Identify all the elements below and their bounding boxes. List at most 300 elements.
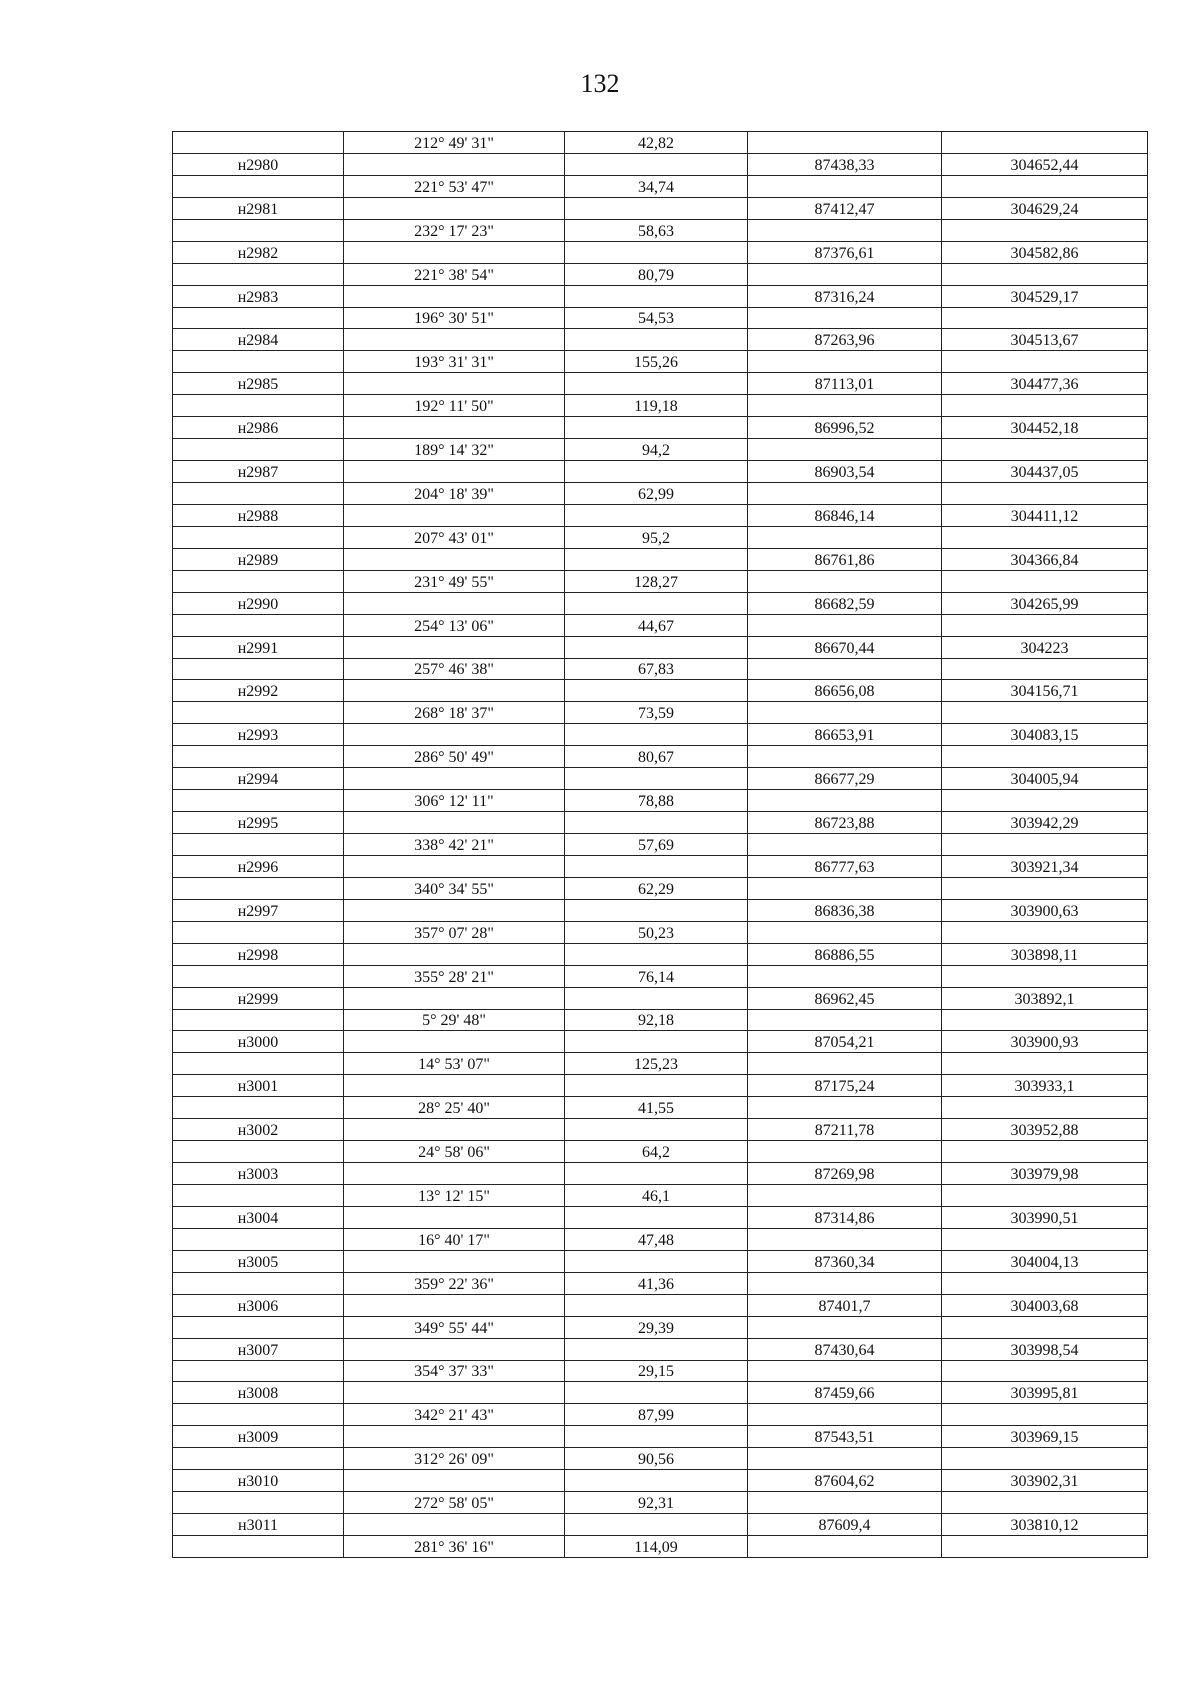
direction-angle-cell: 359° 22' 36" — [344, 1272, 565, 1294]
x-coordinate-cell — [748, 439, 942, 461]
table-row — [173, 1163, 1148, 1185]
x-coordinate-cell: 86996,52 — [748, 417, 942, 439]
direction-angle-cell: 193° 31' 31" — [344, 351, 565, 373]
distance-cell: 119,18 — [565, 395, 748, 417]
x-coordinate-cell — [748, 1448, 942, 1470]
point-name-cell — [173, 439, 344, 461]
table-row — [173, 1272, 1148, 1294]
point-name-cell — [173, 1097, 344, 1119]
direction-angle-cell — [344, 285, 565, 307]
y-coordinate-cell: 303952,88 — [942, 1119, 1148, 1141]
point-name-cell — [173, 746, 344, 768]
table-row — [173, 570, 1148, 592]
table-row — [173, 768, 1148, 790]
point-name-cell: н2993 — [173, 724, 344, 746]
y-coordinate-cell: 304437,05 — [942, 461, 1148, 483]
y-coordinate-cell — [942, 307, 1148, 329]
direction-angle-cell: 231° 49' 55" — [344, 570, 565, 592]
y-coordinate-cell — [942, 570, 1148, 592]
y-coordinate-cell: 303900,93 — [942, 1031, 1148, 1053]
distance-cell: 64,2 — [565, 1141, 748, 1163]
table-row — [173, 812, 1148, 834]
direction-angle-cell — [344, 1163, 565, 1185]
distance-cell — [565, 1119, 748, 1141]
y-coordinate-cell — [942, 1316, 1148, 1338]
x-coordinate-cell — [748, 702, 942, 724]
table-row — [173, 790, 1148, 812]
y-coordinate-cell — [942, 790, 1148, 812]
table-row — [173, 1382, 1148, 1404]
x-coordinate-cell: 86653,91 — [748, 724, 942, 746]
y-coordinate-cell: 303995,81 — [942, 1382, 1148, 1404]
table-row — [173, 636, 1148, 658]
x-coordinate-cell: 86677,29 — [748, 768, 942, 790]
table-row — [173, 1031, 1148, 1053]
y-coordinate-cell — [942, 702, 1148, 724]
x-coordinate-cell — [748, 790, 942, 812]
direction-angle-cell — [344, 1426, 565, 1448]
x-coordinate-cell — [748, 263, 942, 285]
x-coordinate-cell: 87401,7 — [748, 1294, 942, 1316]
point-name-cell: н3006 — [173, 1294, 344, 1316]
y-coordinate-cell — [942, 1492, 1148, 1514]
distance-cell: 80,67 — [565, 746, 748, 768]
distance-cell — [565, 1426, 748, 1448]
direction-angle-cell — [344, 987, 565, 1009]
y-coordinate-cell — [942, 1448, 1148, 1470]
direction-angle-cell — [344, 197, 565, 219]
direction-angle-cell: 14° 53' 07" — [344, 1053, 565, 1075]
x-coordinate-cell — [748, 219, 942, 241]
y-coordinate-cell: 303892,1 — [942, 987, 1148, 1009]
direction-angle-cell — [344, 241, 565, 263]
point-name-cell — [173, 877, 344, 899]
x-coordinate-cell: 87263,96 — [748, 329, 942, 351]
distance-cell — [565, 241, 748, 263]
direction-angle-cell — [344, 680, 565, 702]
y-coordinate-cell — [942, 1404, 1148, 1426]
distance-cell — [565, 1206, 748, 1228]
distance-cell — [565, 812, 748, 834]
distance-cell — [565, 197, 748, 219]
x-coordinate-cell — [748, 1536, 942, 1558]
x-coordinate-cell: 87175,24 — [748, 1075, 942, 1097]
x-coordinate-cell: 86761,86 — [748, 548, 942, 570]
y-coordinate-cell — [942, 1536, 1148, 1558]
direction-angle-cell: 207° 43' 01" — [344, 526, 565, 548]
x-coordinate-cell: 86846,14 — [748, 504, 942, 526]
y-coordinate-cell — [942, 614, 1148, 636]
point-name-cell: н3010 — [173, 1470, 344, 1492]
x-coordinate-cell — [748, 1097, 942, 1119]
y-coordinate-cell — [942, 921, 1148, 943]
table-row — [173, 219, 1148, 241]
table-row — [173, 263, 1148, 285]
direction-angle-cell: 192° 11' 50" — [344, 395, 565, 417]
y-coordinate-cell — [942, 175, 1148, 197]
distance-cell: 78,88 — [565, 790, 748, 812]
direction-angle-cell — [344, 1382, 565, 1404]
point-name-cell: н3007 — [173, 1338, 344, 1360]
y-coordinate-cell: 303810,12 — [942, 1514, 1148, 1536]
distance-cell — [565, 680, 748, 702]
x-coordinate-cell — [748, 395, 942, 417]
table-row — [173, 965, 1148, 987]
direction-angle-cell — [344, 1119, 565, 1141]
direction-angle-cell — [344, 153, 565, 175]
direction-angle-cell — [344, 724, 565, 746]
point-name-cell: н3009 — [173, 1426, 344, 1448]
table-row — [173, 307, 1148, 329]
table-row — [173, 724, 1148, 746]
x-coordinate-cell — [748, 1228, 942, 1250]
table-row — [173, 1053, 1148, 1075]
y-coordinate-cell — [942, 1097, 1148, 1119]
table-row — [173, 197, 1148, 219]
point-name-cell — [173, 790, 344, 812]
point-name-cell — [173, 1492, 344, 1514]
table-row — [173, 241, 1148, 263]
y-coordinate-cell — [942, 965, 1148, 987]
distance-cell: 62,29 — [565, 877, 748, 899]
y-coordinate-cell: 304513,67 — [942, 329, 1148, 351]
distance-cell — [565, 548, 748, 570]
table-row — [173, 1536, 1148, 1558]
point-name-cell — [173, 1404, 344, 1426]
distance-cell: 92,31 — [565, 1492, 748, 1514]
distance-cell: 67,83 — [565, 658, 748, 680]
distance-cell: 125,23 — [565, 1053, 748, 1075]
point-name-cell — [173, 570, 344, 592]
direction-angle-cell — [344, 548, 565, 570]
y-coordinate-cell — [942, 1360, 1148, 1382]
point-name-cell — [173, 1316, 344, 1338]
table-row — [173, 614, 1148, 636]
table-row — [173, 351, 1148, 373]
x-coordinate-cell: 87604,62 — [748, 1470, 942, 1492]
distance-cell — [565, 1031, 748, 1053]
direction-angle-cell: 268° 18' 37" — [344, 702, 565, 724]
point-name-cell: н3003 — [173, 1163, 344, 1185]
table-row — [173, 1514, 1148, 1536]
x-coordinate-cell: 87113,01 — [748, 373, 942, 395]
distance-cell — [565, 1075, 748, 1097]
table-row — [173, 439, 1148, 461]
direction-angle-cell — [344, 329, 565, 351]
direction-angle-cell — [344, 1470, 565, 1492]
x-coordinate-cell — [748, 658, 942, 680]
y-coordinate-cell: 303900,63 — [942, 899, 1148, 921]
point-name-cell — [173, 132, 344, 154]
point-name-cell: н2990 — [173, 592, 344, 614]
table-row — [173, 1119, 1148, 1141]
table-row — [173, 417, 1148, 439]
table-row — [173, 702, 1148, 724]
direction-angle-cell — [344, 592, 565, 614]
point-name-cell — [173, 921, 344, 943]
y-coordinate-cell: 304005,94 — [942, 768, 1148, 790]
table-row — [173, 921, 1148, 943]
x-coordinate-cell: 86836,38 — [748, 899, 942, 921]
table-row — [173, 1141, 1148, 1163]
direction-angle-cell: 221° 38' 54" — [344, 263, 565, 285]
point-name-cell: н2989 — [173, 548, 344, 570]
y-coordinate-cell — [942, 132, 1148, 154]
table-row — [173, 746, 1148, 768]
direction-angle-cell — [344, 504, 565, 526]
table-row — [173, 834, 1148, 856]
table-row — [173, 175, 1148, 197]
y-coordinate-cell: 304529,17 — [942, 285, 1148, 307]
distance-cell — [565, 987, 748, 1009]
x-coordinate-cell — [748, 834, 942, 856]
direction-angle-cell: 357° 07' 28" — [344, 921, 565, 943]
direction-angle-cell — [344, 812, 565, 834]
direction-angle-cell — [344, 855, 565, 877]
distance-cell: 58,63 — [565, 219, 748, 241]
direction-angle-cell: 354° 37' 33" — [344, 1360, 565, 1382]
direction-angle-cell: 349° 55' 44" — [344, 1316, 565, 1338]
point-name-cell — [173, 219, 344, 241]
point-name-cell — [173, 175, 344, 197]
y-coordinate-cell — [942, 1272, 1148, 1294]
distance-cell — [565, 855, 748, 877]
table-row — [173, 395, 1148, 417]
y-coordinate-cell: 303942,29 — [942, 812, 1148, 834]
direction-angle-cell: 16° 40' 17" — [344, 1228, 565, 1250]
y-coordinate-cell — [942, 483, 1148, 505]
point-name-cell: н2981 — [173, 197, 344, 219]
x-coordinate-cell — [748, 351, 942, 373]
distance-cell — [565, 1250, 748, 1272]
point-name-cell — [173, 1448, 344, 1470]
x-coordinate-cell — [748, 614, 942, 636]
x-coordinate-cell — [748, 1141, 942, 1163]
table-row — [173, 658, 1148, 680]
distance-cell — [565, 592, 748, 614]
x-coordinate-cell — [748, 570, 942, 592]
y-coordinate-cell — [942, 219, 1148, 241]
distance-cell — [565, 329, 748, 351]
direction-angle-cell: 204° 18' 39" — [344, 483, 565, 505]
y-coordinate-cell: 303898,11 — [942, 943, 1148, 965]
direction-angle-cell: 212° 49' 31" — [344, 132, 565, 154]
y-coordinate-cell: 304452,18 — [942, 417, 1148, 439]
distance-cell: 62,99 — [565, 483, 748, 505]
y-coordinate-cell — [942, 439, 1148, 461]
y-coordinate-cell: 303990,51 — [942, 1206, 1148, 1228]
point-name-cell — [173, 658, 344, 680]
distance-cell — [565, 1294, 748, 1316]
point-name-cell: н3000 — [173, 1031, 344, 1053]
table-row — [173, 526, 1148, 548]
point-name-cell: н2998 — [173, 943, 344, 965]
table-row — [173, 1448, 1148, 1470]
distance-cell: 29,39 — [565, 1316, 748, 1338]
point-name-cell — [173, 1536, 344, 1558]
direction-angle-cell: 272° 58' 05" — [344, 1492, 565, 1514]
table-row — [173, 1228, 1148, 1250]
y-coordinate-cell: 303998,54 — [942, 1338, 1148, 1360]
x-coordinate-cell: 87430,64 — [748, 1338, 942, 1360]
distance-cell — [565, 373, 748, 395]
table-row — [173, 329, 1148, 351]
point-name-cell: н2983 — [173, 285, 344, 307]
distance-cell — [565, 724, 748, 746]
y-coordinate-cell — [942, 834, 1148, 856]
table-row — [173, 132, 1148, 154]
y-coordinate-cell: 303979,98 — [942, 1163, 1148, 1185]
table-row — [173, 1206, 1148, 1228]
direction-angle-cell: 286° 50' 49" — [344, 746, 565, 768]
x-coordinate-cell: 86777,63 — [748, 855, 942, 877]
table-row — [173, 1470, 1148, 1492]
table-row — [173, 1294, 1148, 1316]
direction-angle-cell: 196° 30' 51" — [344, 307, 565, 329]
distance-cell: 73,59 — [565, 702, 748, 724]
distance-cell: 94,2 — [565, 439, 748, 461]
y-coordinate-cell: 304004,13 — [942, 1250, 1148, 1272]
distance-cell — [565, 768, 748, 790]
table-row — [173, 548, 1148, 570]
point-name-cell: н2985 — [173, 373, 344, 395]
distance-cell: 46,1 — [565, 1185, 748, 1207]
x-coordinate-cell — [748, 307, 942, 329]
point-name-cell — [173, 614, 344, 636]
distance-cell: 155,26 — [565, 351, 748, 373]
point-name-cell — [173, 702, 344, 724]
table-row — [173, 483, 1148, 505]
coordinates-table-body — [173, 132, 1148, 1558]
table-row — [173, 877, 1148, 899]
table-row — [173, 1097, 1148, 1119]
direction-angle-cell: 232° 17' 23" — [344, 219, 565, 241]
y-coordinate-cell — [942, 1185, 1148, 1207]
table-row — [173, 504, 1148, 526]
y-coordinate-cell — [942, 1009, 1148, 1031]
direction-angle-cell — [344, 1514, 565, 1536]
distance-cell: 90,56 — [565, 1448, 748, 1470]
direction-angle-cell: 254° 13' 06" — [344, 614, 565, 636]
point-name-cell: н2988 — [173, 504, 344, 526]
y-coordinate-cell: 303921,34 — [942, 855, 1148, 877]
direction-angle-cell: 338° 42' 21" — [344, 834, 565, 856]
x-coordinate-cell: 87412,47 — [748, 197, 942, 219]
direction-angle-cell: 340° 34' 55" — [344, 877, 565, 899]
direction-angle-cell: 28° 25' 40" — [344, 1097, 565, 1119]
table-row — [173, 1360, 1148, 1382]
table-row — [173, 943, 1148, 965]
x-coordinate-cell — [748, 1009, 942, 1031]
point-name-cell: н3005 — [173, 1250, 344, 1272]
point-name-cell: н2995 — [173, 812, 344, 834]
x-coordinate-cell: 87459,66 — [748, 1382, 942, 1404]
direction-angle-cell: 312° 26' 09" — [344, 1448, 565, 1470]
x-coordinate-cell: 86903,54 — [748, 461, 942, 483]
distance-cell: 50,23 — [565, 921, 748, 943]
point-name-cell: н2997 — [173, 899, 344, 921]
point-name-cell — [173, 307, 344, 329]
direction-angle-cell — [344, 1206, 565, 1228]
x-coordinate-cell: 87543,51 — [748, 1426, 942, 1448]
point-name-cell — [173, 483, 344, 505]
distance-cell — [565, 899, 748, 921]
x-coordinate-cell — [748, 1053, 942, 1075]
table-row — [173, 680, 1148, 702]
x-coordinate-cell — [748, 526, 942, 548]
y-coordinate-cell: 304366,84 — [942, 548, 1148, 570]
table-row — [173, 1492, 1148, 1514]
x-coordinate-cell — [748, 1360, 942, 1382]
table-row — [173, 1316, 1148, 1338]
table-row — [173, 855, 1148, 877]
point-name-cell — [173, 395, 344, 417]
x-coordinate-cell: 87376,61 — [748, 241, 942, 263]
table-row — [173, 1185, 1148, 1207]
distance-cell — [565, 636, 748, 658]
distance-cell — [565, 1338, 748, 1360]
distance-cell: 92,18 — [565, 1009, 748, 1031]
direction-angle-cell — [344, 768, 565, 790]
direction-angle-cell: 281° 36' 16" — [344, 1536, 565, 1558]
direction-angle-cell: 189° 14' 32" — [344, 439, 565, 461]
point-name-cell — [173, 1009, 344, 1031]
point-name-cell: н2999 — [173, 987, 344, 1009]
x-coordinate-cell — [748, 921, 942, 943]
y-coordinate-cell: 304582,86 — [942, 241, 1148, 263]
distance-cell: 95,2 — [565, 526, 748, 548]
x-coordinate-cell: 87316,24 — [748, 285, 942, 307]
x-coordinate-cell — [748, 132, 942, 154]
y-coordinate-cell: 303969,15 — [942, 1426, 1148, 1448]
x-coordinate-cell: 87360,34 — [748, 1250, 942, 1272]
distance-cell: 114,09 — [565, 1536, 748, 1558]
direction-angle-cell: 257° 46' 38" — [344, 658, 565, 680]
direction-angle-cell: 5° 29' 48" — [344, 1009, 565, 1031]
page-number: 132 — [580, 69, 620, 98]
distance-cell — [565, 1514, 748, 1536]
x-coordinate-cell: 87438,33 — [748, 153, 942, 175]
distance-cell: 41,36 — [565, 1272, 748, 1294]
distance-cell — [565, 504, 748, 526]
distance-cell — [565, 153, 748, 175]
x-coordinate-cell: 87211,78 — [748, 1119, 942, 1141]
direction-angle-cell — [344, 1294, 565, 1316]
x-coordinate-cell: 86962,45 — [748, 987, 942, 1009]
distance-cell: 41,55 — [565, 1097, 748, 1119]
x-coordinate-cell — [748, 1185, 942, 1207]
distance-cell — [565, 417, 748, 439]
point-name-cell — [173, 1185, 344, 1207]
x-coordinate-cell: 86656,08 — [748, 680, 942, 702]
direction-angle-cell — [344, 373, 565, 395]
table-row — [173, 285, 1148, 307]
direction-angle-cell — [344, 417, 565, 439]
direction-angle-cell: 342° 21' 43" — [344, 1404, 565, 1426]
x-coordinate-cell: 87269,98 — [748, 1163, 942, 1185]
y-coordinate-cell — [942, 1141, 1148, 1163]
y-coordinate-cell: 304083,15 — [942, 724, 1148, 746]
point-name-cell: н3002 — [173, 1119, 344, 1141]
table-row — [173, 1404, 1148, 1426]
point-name-cell: н2987 — [173, 461, 344, 483]
distance-cell: 76,14 — [565, 965, 748, 987]
point-name-cell — [173, 965, 344, 987]
y-coordinate-cell: 304652,44 — [942, 153, 1148, 175]
direction-angle-cell — [344, 1031, 565, 1053]
x-coordinate-cell — [748, 877, 942, 899]
x-coordinate-cell — [748, 746, 942, 768]
